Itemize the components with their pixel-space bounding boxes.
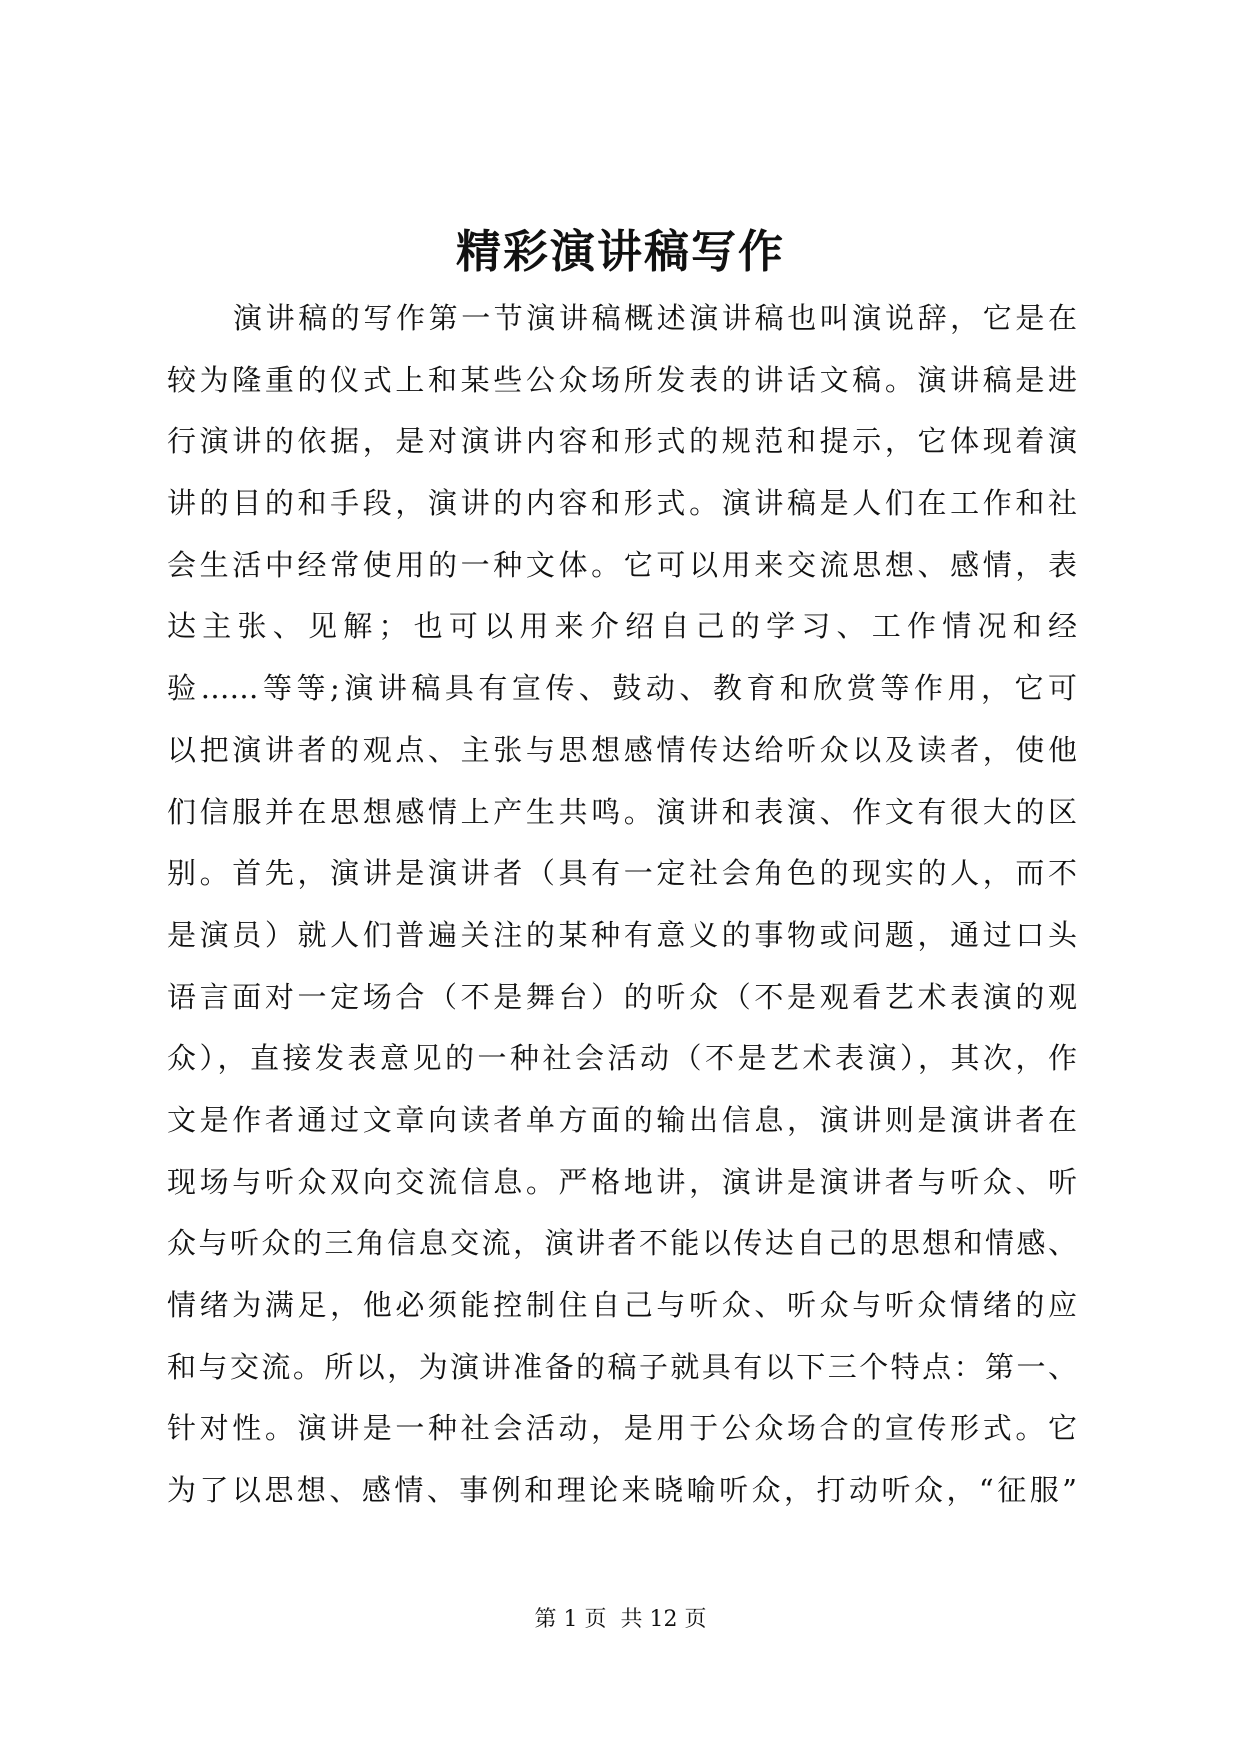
text-line: 情绪为满足，他必须能控制住自己与听众、听众与听众情绪的应 [167,1288,1077,1322]
text-line: 文是作者通过文章向读者单方面的输出信息，演讲则是演讲者在 [167,1102,1077,1137]
text-line: 达主张、见解；也可以用来介绍自己的学习、工作情况和经 [167,609,1077,644]
text-line: 行演讲的依据，是对演讲内容和形式的规范和提示，它体现着演 [167,424,1077,459]
text-line: 针对性。演讲是一种社会活动，是用于公众场合的宣传形式。它 [167,1411,1077,1446]
body-text [167,288,1077,1522]
text-line: 们信服并在思想感情上产生共鸣。演讲和表演、作文有很大的区 [167,794,1077,829]
text-line: 是演员）就人们普遍关注的某种有意义的事物或问题，通过口头 [167,917,1077,952]
text-line: 演讲稿的写作第一节演讲稿概述演讲稿也叫演说辞，它是在 [233,301,1077,335]
text-line: 讲的目的和手段，演讲的内容和形式。演讲稿是人们在工作和社 [167,486,1077,521]
page-number: 第 1 页 共 12 页 [534,1607,707,1632]
document-title: 精彩演讲稿写作 [455,225,785,278]
text-line: 以把演讲者的观点、主张与思想感情传达给听众以及读者，使他 [167,732,1077,767]
text-line: 较为隆重的仪式上和某些公众场所发表的讲话文稿。演讲稿是进 [167,362,1077,397]
text-line: 众），直接发表意见的一种社会活动（不是艺术表演），其次，作 [167,1041,1077,1076]
text-line: 众与听众的三角信息交流，演讲者不能以传达自己的思想和情感、 [167,1226,1077,1261]
text-line: 验……等等;演讲稿具有宣传、鼓动、教育和欣赏等作用，它可 [167,671,1077,706]
text-line: 别。首先，演讲是演讲者（具有一定社会角色的现实的人，而不 [167,856,1077,891]
text-line: 现场与听众双向交流信息。严格地讲，演讲是演讲者与听众、听 [167,1164,1077,1199]
text-line: 会生活中经常使用的一种文体。它可以用来交流思想、感情，表 [167,547,1077,582]
text-line: 和与交流。所以，为演讲准备的稿子就具有以下三个特点：第一、 [167,1349,1077,1384]
text-line: 语言面对一定场合（不是舞台）的听众（不是观看艺术表演的观 [167,979,1077,1014]
text-line: 为了以思想、感情、事例和理论来晓喻听众，打动听众，“征服” [167,1473,1077,1508]
